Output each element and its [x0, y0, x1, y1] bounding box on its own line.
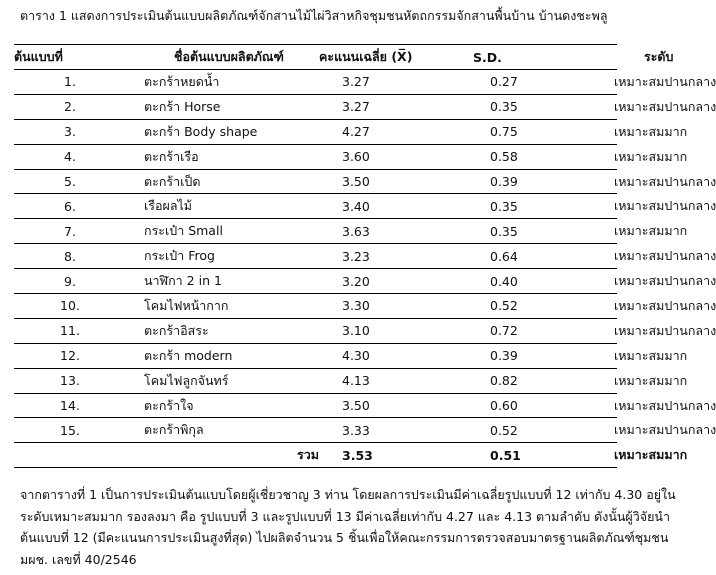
paragraph-line: ระดับเหมาะสมมาก รองลงมา คือ รูปแบบที่ 3 และรูปแบบที่ 13 มีค่าเฉลี่ยเท่ากับ 4.27 และ 4.13 ตามลำดับ ดังนั้นผู้วิจัยนำ — [20, 508, 670, 524]
table-row — [14, 219, 617, 244]
sd-cell: 0.39 — [490, 174, 518, 189]
total-label: รวม — [297, 447, 319, 463]
level-cell: เหมาะสมปานกลาง — [614, 198, 716, 214]
mean-score-cell: 3.30 — [342, 298, 370, 314]
sd-cell: 0.40 — [490, 273, 518, 289]
prototype-no-cell: 9. — [64, 273, 76, 289]
table-header-row — [14, 45, 617, 70]
prototype-no-cell: 2. — [64, 99, 76, 115]
product-name-cell: ตะกร้าเรือ — [144, 148, 199, 164]
prototype-no-cell: 12. — [60, 348, 80, 364]
header-prototype-no: ต้นแบบที่ — [14, 49, 63, 64]
table-row — [14, 144, 617, 169]
product-name-cell: โคมไฟลูกจันทร์ — [144, 372, 229, 388]
product-name-cell: ตะกร้า modern — [144, 347, 233, 363]
prototype-no-cell: 1. — [64, 74, 76, 90]
prototype-no-cell: 10. — [60, 298, 80, 314]
sd-cell: 0.27 — [490, 74, 518, 90]
product-name-cell: กระเป๋า Small — [144, 223, 223, 239]
table-row — [14, 244, 617, 269]
table-row — [14, 318, 617, 343]
level-cell: เหมาะสมปานกลาง — [614, 73, 716, 89]
prototype-no-cell: 5. — [64, 174, 76, 189]
table-row — [14, 343, 617, 368]
sd-cell: 0.82 — [490, 373, 518, 389]
level-cell: เหมาะสมปานกลาง — [614, 397, 716, 413]
paragraph-line: ต้นแบบที่ 12 (มีคะแนนการประเมินสูงที่สุด) ไปผลิตจำนวน 5 ชิ้นเพื่อให้คณะกรรมการตรวจสอบมาตรฐานผลิตภัณฑ์ชุมชน — [20, 530, 669, 545]
mean-score-cell: 3.63 — [342, 223, 370, 239]
table-row — [14, 94, 617, 119]
prototype-no-cell: 8. — [64, 248, 76, 264]
table-row — [14, 194, 617, 219]
mean-score-cell: 3.20 — [342, 273, 370, 289]
product-name-cell: ตะกร้า Horse — [144, 98, 221, 114]
sd-cell: 0.75 — [490, 124, 518, 140]
product-name-cell: ตะกร้าพิกุล — [144, 422, 204, 438]
total-mean: 3.53 — [342, 447, 373, 463]
header-mean-score: คะแนนเฉลี่ย (X̅) — [319, 49, 413, 64]
prototype-no-cell: 14. — [60, 398, 80, 414]
prototype-no-cell: 15. — [60, 422, 80, 438]
table-row — [14, 70, 617, 95]
level-cell: เหมาะสมปานกลาง — [614, 422, 716, 438]
mean-score-cell: 3.50 — [342, 398, 370, 414]
mean-score-cell: 3.40 — [342, 198, 370, 214]
mean-score-cell: 3.10 — [342, 323, 370, 339]
product-name-cell: นาฬิกา 2 in 1 — [144, 273, 222, 289]
prototype-no-cell: 11. — [60, 323, 80, 339]
header-sd: S.D. — [473, 49, 502, 65]
mean-score-cell: 3.23 — [342, 248, 370, 264]
mean-score-cell: 3.60 — [342, 149, 370, 165]
table-row — [14, 418, 617, 443]
mean-score-cell: 3.50 — [342, 174, 370, 189]
level-cell: เหมาะสมมาก — [614, 223, 688, 239]
level-cell: เหมาะสมมาก — [614, 123, 688, 139]
total-sd: 0.51 — [490, 447, 521, 463]
level-cell: เหมาะสมมาก — [614, 372, 688, 388]
level-cell: เหมาะสมมาก — [614, 347, 688, 363]
product-name-cell: ตะกร้าอิสระ — [144, 322, 209, 338]
sd-cell: 0.39 — [490, 348, 518, 364]
prototype-no-cell: 7. — [64, 223, 76, 239]
level-cell: เหมาะสมปานกลาง — [614, 98, 716, 114]
level-cell: เหมาะสมมาก — [614, 148, 688, 164]
table-body — [14, 70, 716, 468]
mean-score-cell: 3.27 — [342, 99, 370, 115]
mean-score-cell: 4.13 — [342, 373, 370, 389]
level-cell: เหมาะสมปานกลาง — [614, 173, 716, 189]
sd-cell: 0.60 — [490, 398, 518, 414]
table-row — [14, 368, 617, 393]
product-name-cell: กระเป๋า Frog — [144, 248, 215, 264]
evaluation-table — [14, 44, 716, 468]
prototype-no-cell: 6. — [64, 198, 76, 214]
product-name-cell: เรือผลไม้ — [144, 198, 193, 214]
mean-score-cell: 3.33 — [342, 422, 370, 438]
header-product-name: ชื่อต้นแบบผลิตภัณฑ์ — [174, 49, 284, 64]
sd-cell: 0.35 — [490, 223, 518, 239]
mean-score-cell: 3.27 — [342, 74, 370, 90]
table-row — [14, 119, 617, 144]
sd-cell: 0.64 — [490, 248, 518, 264]
prototype-no-cell: 3. — [64, 124, 76, 140]
table-row — [14, 269, 617, 294]
sd-cell: 0.58 — [490, 149, 518, 165]
product-name-cell: โคมไฟหน้ากาก — [144, 297, 229, 313]
summary-paragraph — [20, 484, 676, 570]
product-name-cell: ตะกร้าเป็ด — [144, 173, 201, 189]
table-row — [14, 393, 617, 418]
product-name-cell: ตะกร้าใจ — [144, 397, 194, 413]
sd-cell: 0.35 — [490, 99, 518, 115]
sd-cell: 0.52 — [490, 298, 518, 314]
sd-cell: 0.35 — [490, 198, 518, 214]
level-cell: เหมาะสมปานกลาง — [614, 297, 716, 313]
total-no-cell — [14, 443, 126, 468]
total-row — [14, 443, 617, 468]
table-row — [14, 169, 617, 194]
mean-score-cell: 4.30 — [342, 348, 370, 364]
sd-cell: 0.52 — [490, 422, 518, 438]
sd-cell: 0.72 — [490, 323, 518, 339]
product-name-cell: ตะกร้า Body shape — [144, 123, 258, 139]
mean-score-cell: 4.27 — [342, 124, 370, 140]
prototype-no-cell: 4. — [64, 149, 76, 165]
header-level: ระดับ — [644, 49, 674, 64]
level-cell: เหมาะสมปานกลาง — [614, 273, 716, 289]
level-cell: เหมาะสมปานกลาง — [614, 248, 716, 264]
prototype-no-cell: 13. — [60, 373, 80, 389]
paragraph-line: มผช. เลขที่ 40/2546 — [20, 551, 137, 567]
product-name-cell: ตะกร้าหยดน้ำ — [144, 73, 220, 89]
paragraph-line: จากตารางที่ 1 เป็นการประเมินต้นแบบโดยผู้เชี่ยวชาญ 3 ท่าน โดยผลการประเมินมีค่าเฉลี่ยรูปแบบที่ 12 เท่ากับ 4.30 อยู่ใน — [20, 487, 676, 502]
table-row — [14, 294, 617, 319]
total-level: เหมาะสมมาก — [614, 447, 688, 463]
level-cell: เหมาะสมปานกลาง — [614, 322, 716, 338]
table-caption: ตาราง 1 แสดงการประเมินต้นแบบผลิตภัณฑ์จักสานไม้ไผ่วิสาหกิจชุมชนหัตถกรรมจักสานพื้นบ้าน บ้านดงชะพลู — [20, 8, 608, 23]
